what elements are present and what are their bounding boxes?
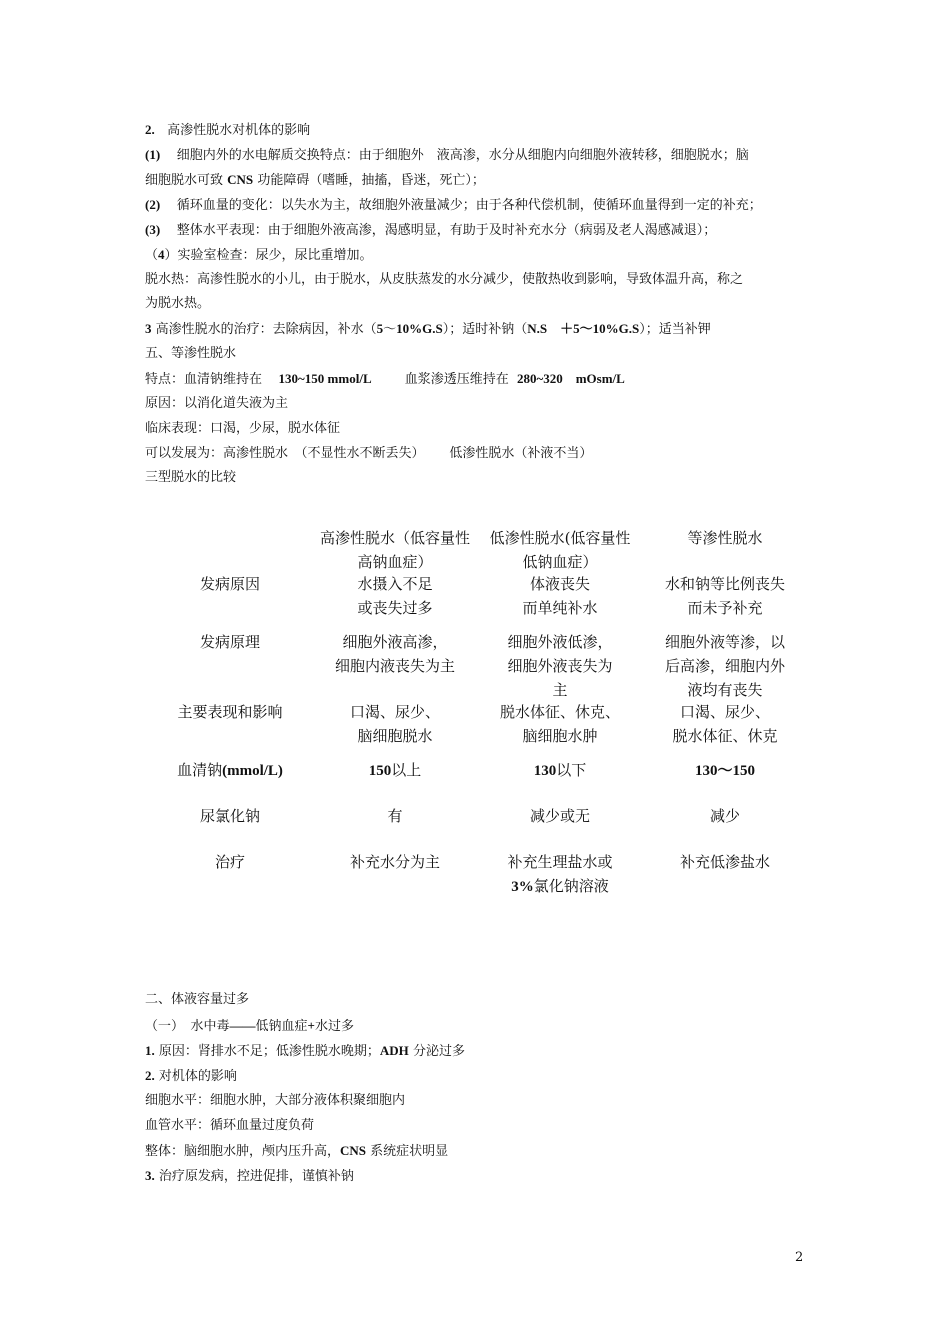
table-cell: 补充水分为主 bbox=[349, 853, 440, 871]
text-span: 以上 bbox=[391, 761, 422, 779]
text-span: 血清钠 bbox=[177, 761, 223, 779]
paragraph-line: 脱水热：高渗性脱水的小儿，由于脱水，从皮肤蒸发的水分减少，使散热收到影响，导致体温升高，称之 bbox=[145, 272, 744, 287]
table-cell bbox=[315, 572, 475, 620]
paragraph-line bbox=[145, 1167, 354, 1186]
item-number: (2) bbox=[145, 197, 161, 212]
text-span: 可以发展为：高渗性脱水 （不显性水不断丢失） bbox=[145, 446, 425, 461]
paragraph-line bbox=[145, 221, 716, 240]
cell-line: 补充生理盐水或 bbox=[507, 853, 613, 871]
paragraph-line bbox=[145, 196, 762, 215]
row-label: 治疗 bbox=[214, 853, 245, 871]
paragraph-line bbox=[145, 146, 749, 165]
paragraph-text: 循环血量的变化：以失水为主，故细胞外液量减少；由于各种代偿机制，使循环血量得到一定的补充； bbox=[176, 198, 762, 213]
table-cell bbox=[315, 630, 475, 678]
page-number: 2 bbox=[795, 1250, 804, 1265]
heading-line bbox=[145, 121, 310, 140]
table-header: 高渗性脱水（低容量性高钠血症） bbox=[319, 529, 470, 571]
text-span: （ bbox=[145, 248, 159, 263]
row-label: 主要表现和影响 bbox=[177, 703, 283, 721]
cell-line: 脑细胞脱水 bbox=[357, 727, 433, 745]
table-cell bbox=[645, 572, 805, 620]
text-span: 对机体的影响 bbox=[158, 1069, 237, 1084]
text-span: 水过多 bbox=[314, 1019, 354, 1034]
cell-line: 口渴、尿少、 bbox=[679, 703, 770, 721]
paragraph-line bbox=[145, 1142, 448, 1161]
dash-text: —— bbox=[229, 1018, 256, 1033]
paragraph-line: 为脱水热。 bbox=[145, 296, 211, 311]
table-cell bbox=[315, 758, 475, 783]
paragraph-line bbox=[145, 445, 592, 463]
plus-text: + bbox=[307, 1018, 315, 1033]
cell-line: 细胞内液丧失为主 bbox=[334, 657, 455, 675]
cell-line: 而单纯补水 bbox=[522, 599, 598, 617]
text-span: 系统症状明显 bbox=[370, 1144, 449, 1159]
item-number: 2. bbox=[145, 1068, 155, 1083]
item-number: 4 bbox=[158, 247, 165, 262]
item-number: (1) bbox=[145, 147, 161, 162]
cell-line: 细胞外液丧失为 bbox=[507, 657, 613, 675]
item-number: 3 bbox=[145, 321, 152, 336]
cell-line: 水摄入不足 bbox=[357, 575, 433, 593]
table-cell bbox=[315, 700, 475, 748]
paragraph-text: ）实验室检查：尿少，尿比重增加。 bbox=[164, 248, 373, 263]
table-cell bbox=[485, 572, 635, 620]
table-cell: 有 bbox=[387, 807, 403, 825]
cell-line: 细胞外液低渗， bbox=[507, 633, 613, 651]
section-heading: 五、等渗性脱水 bbox=[145, 346, 237, 361]
paragraph-line: 临床表现：口渴，少尿，脱水体征 bbox=[145, 421, 341, 436]
value-text: 5 bbox=[376, 321, 384, 336]
table-cell bbox=[645, 758, 805, 783]
table-cell bbox=[645, 700, 805, 748]
cell-line: 口渴、尿少、 bbox=[349, 703, 440, 721]
heading-text: 高渗性脱水对机体的影响 bbox=[167, 123, 311, 138]
cell-line: 主 bbox=[552, 681, 568, 699]
cell-line: 细胞外液高渗， bbox=[342, 633, 448, 651]
paragraph-line bbox=[145, 1017, 354, 1036]
text-span: 氯化钠溶液 bbox=[533, 877, 609, 895]
cell-line: 脑细胞水肿 bbox=[522, 727, 598, 745]
table-cell: 减少或无 bbox=[529, 807, 590, 825]
paragraph-line bbox=[145, 320, 711, 339]
row-label: 尿氯化钠 bbox=[199, 807, 260, 825]
paragraph-text: 细胞内外的水电解质交换特点：由于细胞外 液高渗，水分从细胞内向细胞外液转移，细胞脱水；脑 bbox=[176, 148, 749, 163]
paragraph-line bbox=[145, 246, 373, 265]
text-span: 分泌过多 bbox=[412, 1044, 465, 1059]
table-cell bbox=[485, 700, 635, 748]
paragraph-text: 整体水平表现：由于细胞外液高渗，渴感明显，有助于及时补充水分（病弱及老人渴感减退）； bbox=[176, 223, 717, 238]
cell-line: 液均有丧失 bbox=[687, 681, 763, 699]
abbr-text: CNS bbox=[227, 172, 254, 187]
value-text: 130～150 bbox=[694, 763, 755, 779]
item-number: 1. bbox=[145, 1043, 155, 1058]
cell-line bbox=[485, 874, 635, 899]
value-text: 130 bbox=[533, 763, 557, 779]
cell-line: 脱水体征、休克 bbox=[672, 727, 778, 745]
cell-line: 体液丧失 bbox=[529, 575, 590, 593]
value-text: 280~320 mOsm/L bbox=[516, 371, 625, 386]
paragraph-line: 原因：以消化道失液为主 bbox=[145, 396, 289, 411]
table-cell bbox=[485, 850, 635, 899]
value-text: 150 bbox=[368, 763, 392, 779]
text-span: （一） 水中毒 bbox=[145, 1019, 230, 1034]
table-header: 低渗性脱水(低容量性低钠血症） bbox=[489, 529, 631, 571]
table-cell: 补充低渗盐水 bbox=[679, 853, 770, 871]
row-label: 发病原因 bbox=[199, 575, 260, 593]
text-span: 细胞脱水可致 bbox=[145, 173, 224, 188]
section-heading: 二、体液容量过多 bbox=[145, 992, 250, 1007]
table-cell bbox=[645, 630, 805, 702]
text-span: ）；适当补钾 bbox=[639, 322, 711, 337]
text-span: 功能障碍（嗜睡，抽搐，昏迷，死亡）； bbox=[257, 173, 485, 188]
cell-line: 而未予补充 bbox=[687, 599, 763, 617]
cell-line: 后高渗，细胞内外 bbox=[664, 657, 785, 675]
table-cell: 减少 bbox=[709, 807, 740, 825]
value-text: N.S ＋5～10%G.S bbox=[527, 321, 640, 336]
text-span: 治疗原发病，控进促排，谨慎补钠 bbox=[158, 1169, 354, 1184]
text-span: 原因：肾排水不足；低渗性脱水晚期； bbox=[158, 1044, 380, 1059]
row-label bbox=[155, 758, 305, 783]
text-span: 以下 bbox=[556, 761, 587, 779]
text-span: 血浆渗透压维持在 bbox=[404, 372, 509, 387]
item-number: (3) bbox=[145, 222, 161, 237]
abbr-text: CNS bbox=[340, 1143, 367, 1158]
table-cell bbox=[485, 758, 635, 783]
value-text: 130~150 mmol/L bbox=[278, 371, 372, 386]
text-span: 低钠血症 bbox=[255, 1019, 308, 1034]
item-number: 3. bbox=[145, 1168, 155, 1183]
row-label: 发病原理 bbox=[199, 633, 260, 651]
text-span: 高渗性脱水的治疗：去除病因，补水（ bbox=[155, 322, 377, 337]
paragraph-line bbox=[145, 1042, 465, 1061]
value-text: 10%G.S bbox=[396, 321, 443, 336]
paragraph-line: 三型脱水的比较 bbox=[145, 470, 237, 485]
text-span: ）；适时补钠（ bbox=[442, 322, 528, 337]
cell-line: 或丧失过多 bbox=[357, 599, 433, 617]
value-text: 3% bbox=[511, 879, 534, 895]
unit-text: (mmol/L) bbox=[222, 763, 283, 779]
cell-line: 细胞外液等渗，以 bbox=[664, 633, 785, 651]
text-span: 低渗性脱水（补液不当） bbox=[449, 446, 593, 461]
text-span: 特点：血清钠维持在 bbox=[145, 372, 263, 387]
paragraph-line: 细胞水平：细胞水肿，大部分液体积聚细胞内 bbox=[145, 1093, 406, 1108]
abbr-text: ADH bbox=[379, 1043, 409, 1058]
cell-line: 脱水体征、休克、 bbox=[499, 703, 620, 721]
paragraph-line bbox=[145, 171, 485, 190]
item-number: 2. bbox=[145, 122, 155, 137]
paragraph-line: 血管水平：循环血量过度负荷 bbox=[145, 1118, 315, 1133]
table-header: 等渗性脱水 bbox=[687, 529, 763, 547]
text-span: ～ bbox=[383, 322, 397, 337]
table-cell bbox=[485, 630, 635, 702]
cell-line: 水和钠等比例丧失 bbox=[664, 575, 785, 593]
paragraph-line bbox=[145, 1067, 237, 1086]
text-span: 整体：脑细胞水肿，颅内压升高， bbox=[145, 1144, 341, 1159]
paragraph-line bbox=[145, 370, 625, 389]
